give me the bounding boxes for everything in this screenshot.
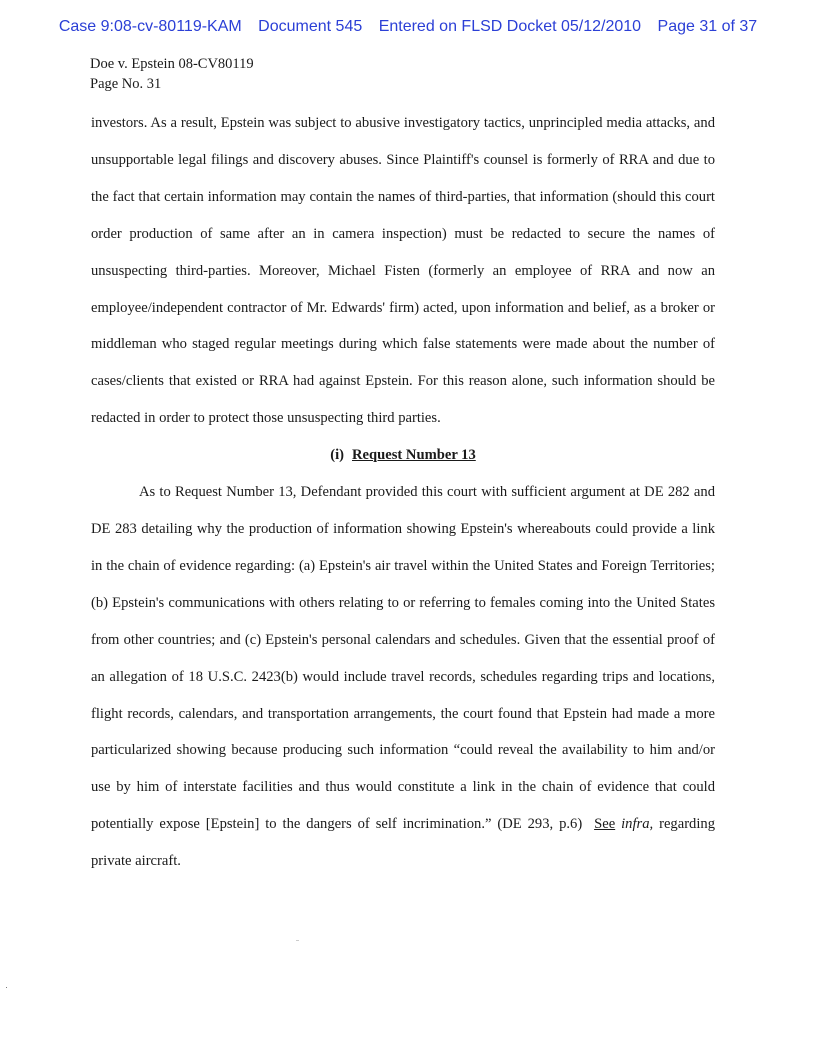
case-caption: Doe v. Epstein 08-CV80119 xyxy=(90,56,254,72)
section-heading xyxy=(91,437,715,474)
stamp-page-count: Page 31 of 37 xyxy=(657,18,758,35)
paragraph-continuation: investors. As a result, Epstein was subject to abusive investigatory tactics, unprincipled media attacks, and unsupportable legal filings and discovery abuses. Since Plaintiff's counsel is formerly of RRA and due to the fact that certain information may contain the names of third-parties, that information (should this court order production of same after an in camera inspection) must be redacted to secure the names of unsuspecting third-parties. Moreover, Michael Fisten (formerly an employee of RRA and now an employee/independent contractor of Mr. Edwards' firm) acted, upon information and belief, as a broker or middleman who staged regular meetings during which false statements were made about the number of cases/clients that existed or RRA had against Epstein. For this reason alone, such information should be redacted in order to protect those unsuspecting third parties. xyxy=(91,115,715,427)
paragraph-request-13-end: regarding private aircraft. xyxy=(91,816,715,870)
running-head xyxy=(90,54,254,94)
paragraph-request-13 xyxy=(91,474,715,880)
page-number: Page No. 31 xyxy=(90,76,162,92)
scan-artifact xyxy=(6,987,7,988)
stamp-case-number: Case 9:08-cv-80119-KAM xyxy=(58,18,242,35)
paragraph-request-13-text: As to Request Number 13, Defendant provided this court with sufficient argument at DE 282 and DE 283 detailing why the production of information showing Epstein's whereabouts could provide a link in the chain of evidence regarding: (a) Epstein's air travel within the United States and Foreign Territories; (b) Epstein's communications with others relating to or referring to females coming into the United States from other countries; and (c) Epstein's personal calendars and schedules. Given that the essential proof of an allegation of 18 U.S.C. 2423(b) would include travel records, schedules regarding trips and locations, flight records, calendars, and transportation arrangements, the court found that Epstein had made a more particularized showing because producing such information “could reveal the availability to him and/or use by him of interstate facilities and thus would constitute a link in the chain of evidence that could potentially expose [Epstein] to the dangers of self incrimination.” (DE 293, p.6) xyxy=(91,484,715,833)
heading-number: (i) xyxy=(330,447,344,464)
stamp-document-number: Document 545 xyxy=(258,18,363,35)
scan-artifact xyxy=(296,940,299,941)
docket-stamp xyxy=(0,18,816,36)
see-signal: See xyxy=(594,816,616,833)
stamp-entered-date: Entered on FLSD Docket 05/12/2010 xyxy=(378,18,642,35)
document-body xyxy=(91,105,715,880)
infra-signal: infra, xyxy=(621,816,654,833)
heading-title: Request Number 13 xyxy=(352,447,476,464)
